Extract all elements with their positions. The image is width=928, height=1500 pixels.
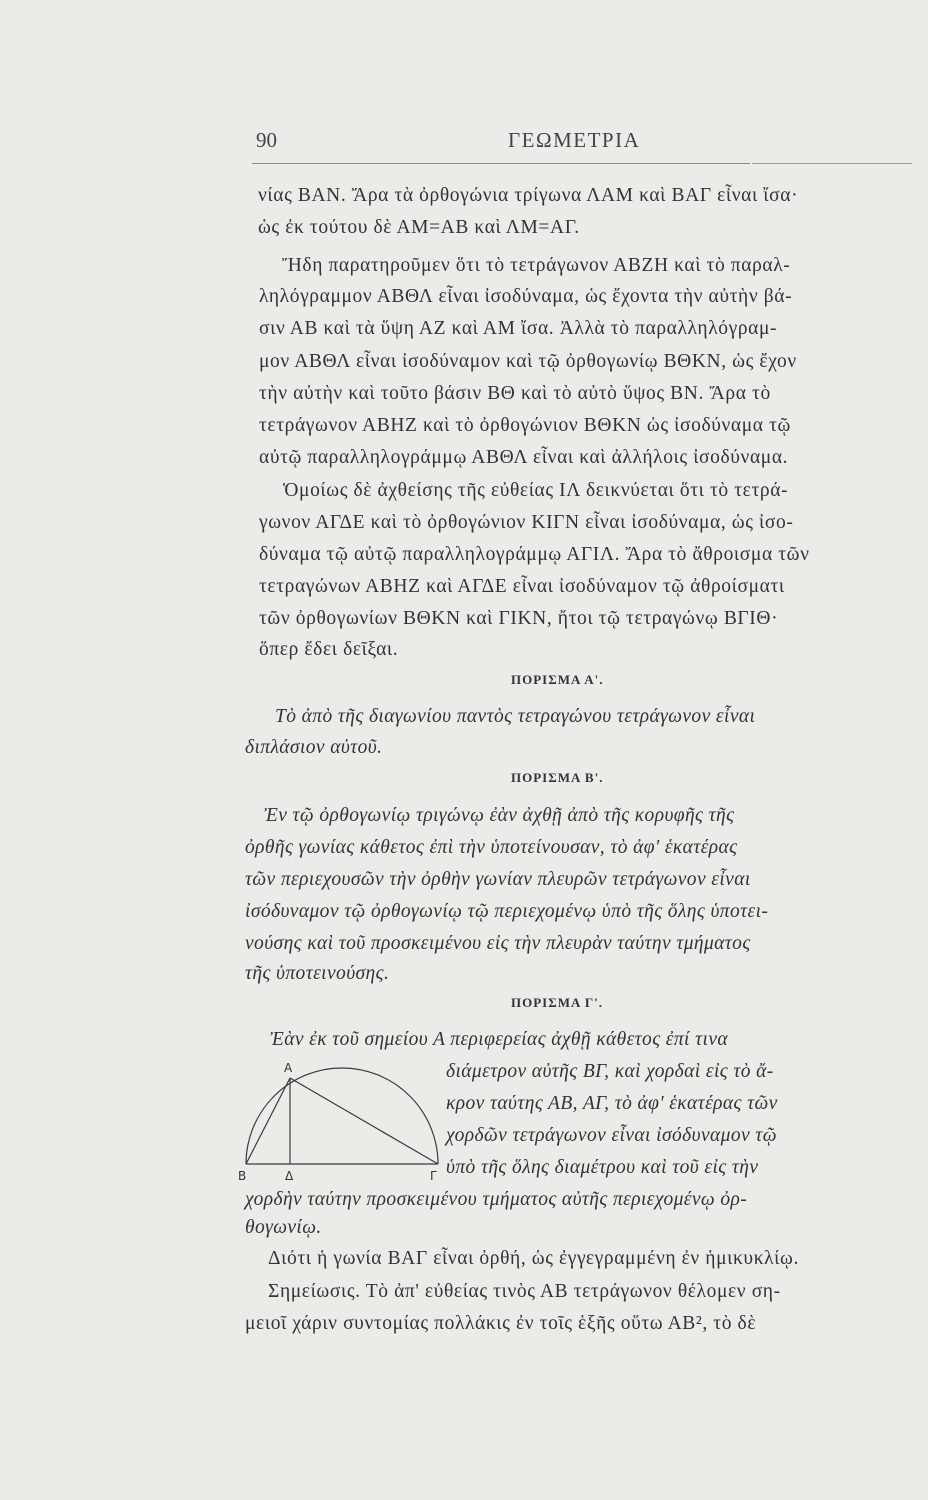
body-line: νίας ΒΑΝ. Ἄρα τὰ ὀρθογώνια τρίγωνα ΛΑΜ καὶ ΒΑΓ εἶναι ἴσα·: [258, 185, 799, 206]
page-number: 90: [256, 128, 277, 152]
closing-line: μειοῖ χάριν συντομίας πολλάκις ἐν τοῖς ἑξῆς οὕτω ΑΒ², τὸ δὲ: [245, 1313, 757, 1334]
porisma-c-line: θογωνίῳ.: [245, 1217, 322, 1238]
body-line: τῶν ὀρθογωνίων ΒΘΚΝ καὶ ΓΙΚΝ, ἤτοι τῷ τετραγώνῳ ΒΓΙΘ·: [259, 608, 779, 629]
porisma-b-line: νούσης καὶ τοῦ προσκειμένου εἰς τὴν πλευρὰν ταύτην τμήματος: [245, 933, 751, 954]
porisma-c-line: ὑπὸ τῆς ὅλης διαμέτρου καὶ τοῦ εἰς τὴν: [446, 1157, 759, 1178]
body-line: σιν ΑΒ καὶ τὰ ὕψη ΑΖ καὶ ΑΜ ἴσα. Ἀλλὰ τὸ παραλληλόγραμ-: [259, 318, 778, 339]
porisma-b-line: τῆς ὑποτεινούσης.: [245, 963, 390, 984]
porisma-c-line: Ἐὰν ἐκ τοῦ σημείου Α περιφερείας ἀχθῇ κάθετος ἐπί τινα: [270, 1029, 729, 1050]
porisma-b-line: τῶν περιεχουσῶν τὴν ὀρθὴν γωνίαν πλευρῶν τετράγωνον εἶναι: [245, 869, 751, 890]
porisma-a-heading: ΠΟΡΙΣΜΑ Α'.: [511, 672, 604, 687]
porisma-c-heading: ΠΟΡΙΣΜΑ Γ'.: [511, 995, 604, 1010]
porisma-a-line: διπλάσιον αὐτοῦ.: [245, 737, 383, 758]
body-line: ὡς ἐκ τούτου δὲ ΑΜ=ΑΒ καὶ ΛΜ=ΑΓ.: [258, 217, 580, 238]
body-line: τετράγωνον ΑΒΗΖ καὶ τὸ ὀρθογώνιον ΒΘΚΝ ὡς ἰσοδύναμα τῷ: [259, 415, 791, 436]
semicircle-arc: [246, 1068, 438, 1164]
porisma-c-line: κρον ταύτης ΑΒ, ΑΓ, τὸ ἀφ' ἑκατέρας τῶν: [446, 1093, 778, 1114]
label-d: Δ: [285, 1169, 294, 1183]
closing-line: Διότι ἡ γωνία ΒΑΓ εἶναι ὀρθή, ὡς ἐγγεγραμμένη ἐν ἡμικυκλίῳ.: [268, 1248, 799, 1269]
porisma-a-line: Τὸ ἀπὸ τῆς διαγωνίου παντὸς τετραγώνου τετράγωνον εἶναι: [275, 706, 756, 727]
body-line: ὅπερ ἔδει δεῖξαι.: [259, 639, 399, 660]
body-line: ληλόγραμμον ΑΒΘΛ εἶναι ἰσοδύναμα, ὡς ἔχοντα τὴν αὐτὴν βά-: [259, 286, 793, 307]
body-line: μον ΑΒΘΛ εἶναι ἰσοδύναμον καὶ τῷ ὀρθογωνίῳ ΒΘΚΝ, ὡς ἔχον: [259, 351, 797, 372]
porisma-c-line: χορδὴν ταύτην προσκειμένου τμήματος αὐτῆς περιεχομένῳ ὀρ-: [245, 1189, 748, 1210]
header-rule-right: [752, 163, 912, 164]
body-line: τὴν αὐτὴν καὶ τοῦτο βάσιν ΒΘ καὶ τὸ αὐτὸ ὕψος ΒΝ. Ἄρα τὸ: [259, 383, 771, 404]
body-line: Ἤδη παρατηροῦμεν ὅτι τὸ τετράγωνον ΑΒΖΗ καὶ τὸ παραλ-: [282, 255, 791, 276]
body-line: Ὁμοίως δὲ ἀχθείσης τῆς εὐθείας ΙΛ δεικνύεται ὅτι τὸ τετρά-: [283, 480, 789, 501]
porisma-c-line: διάμετρον αὐτῆς ΒΓ, καὶ χορδαὶ εἰς τὸ ἄ-: [446, 1061, 774, 1082]
body-line: τετραγώνων ΑΒΗΖ καὶ ΑΓΔΕ εἶναι ἰσοδύναμον τῷ ἀθροίσματι: [259, 576, 785, 597]
running-title: ΓΕΩΜΕΤΡΙΑ: [508, 128, 641, 152]
porisma-c-line: χορδῶν τετράγωνον εἶναι ἰσόδυναμον τῷ: [446, 1125, 777, 1146]
label-a: Α: [284, 1061, 293, 1075]
porisma-b-line: ἰσόδυναμον τῷ ὀρθογωνίῳ τῷ περιεχομένῳ ὑπὸ τῆς ὅλης ὑποτει-: [245, 901, 769, 922]
chord-ab: [246, 1078, 290, 1164]
body-line: γωνον ΑΓΔΕ καὶ τὸ ὀρθογώνιον ΚΙΓΝ εἶναι ἰσοδύναμα, ὡς ἰσο-: [259, 512, 794, 533]
header-rule: [252, 163, 750, 164]
closing-line: Σημείωσις. Τὸ ἀπ' εὐθείας τινὸς ΑΒ τετράγωνον θέλομεν ση-: [268, 1281, 781, 1302]
porisma-b-heading: ΠΟΡΙΣΜΑ Β'.: [511, 770, 604, 785]
label-b: Β: [238, 1169, 247, 1183]
body-line: δύναμα τῷ αὐτῷ παραλληλογράμμῳ ΑΓΙΛ. Ἄρα τὸ ἄθροισμα τῶν: [259, 544, 810, 565]
porisma-b-line: ὀρθῆς γωνίας κάθετος ἐπὶ τὴν ὑποτείνουσαν, τὸ ἀφ' ἑκατέρας: [245, 837, 738, 858]
page-header: [252, 128, 912, 162]
label-g: Γ: [430, 1169, 437, 1183]
semicircle-figure: [236, 1056, 446, 1186]
porisma-b-line: Ἐν τῷ ὀρθογωνίῳ τριγώνῳ ἐὰν ἀχθῇ ἀπὸ τῆς κορυφῆς τῆς: [264, 805, 735, 826]
chord-ag: [290, 1078, 438, 1164]
body-line: αὐτῷ παραλληλογράμμῳ ΑΒΘΛ εἶναι καὶ ἀλλήλοις ἰσοδύναμα.: [259, 447, 789, 468]
